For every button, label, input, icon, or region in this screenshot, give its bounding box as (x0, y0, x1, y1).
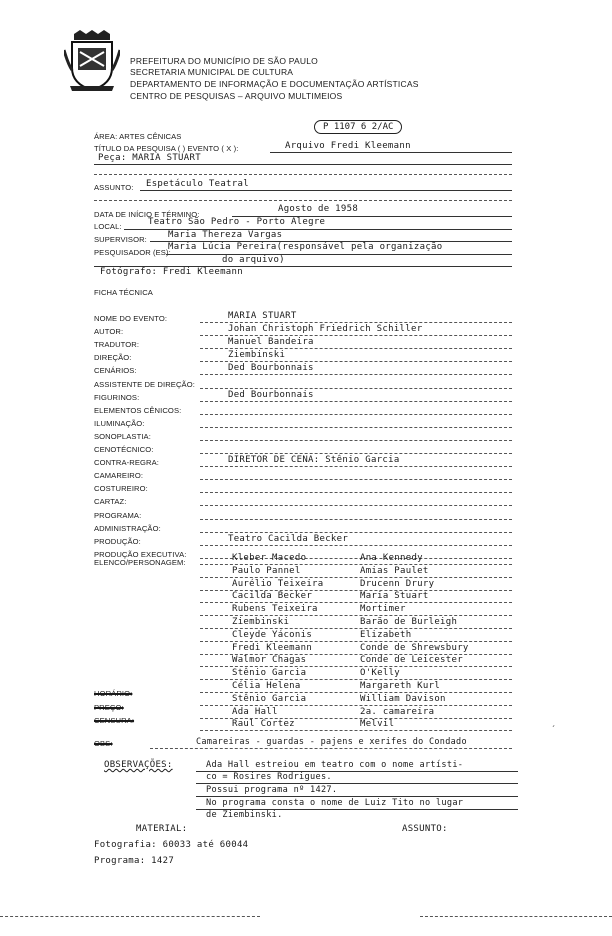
archive-code-stamp: P 1107 6 2/AC (314, 120, 402, 134)
field-line (200, 335, 512, 336)
elenco-role: 2a. camareira (360, 707, 435, 717)
data-label: DATA DE INÍCIO E TÉRMINO: (94, 210, 200, 219)
struck-label: CENSURA: (94, 716, 135, 725)
titulo-line-2 (94, 164, 512, 165)
pesquisador-label: PESQUISADOR (ES): (94, 248, 171, 257)
field-line (200, 388, 512, 389)
field-line (200, 374, 512, 375)
field-value: Ded Bourbonnais (228, 390, 314, 400)
elenco-actor: Aurélio Teixeira (232, 579, 324, 589)
data-value: Agosto de 1958 (278, 204, 359, 214)
field-label: AUTOR: (94, 327, 124, 336)
field-label: PRODUÇÃO: (94, 537, 141, 546)
observacoes-line-3: Possui programa nº 1427. (206, 785, 338, 795)
obs-continuation: Camareiras - guardas - pajens e xerifes do Condado (196, 737, 467, 747)
field-line (200, 453, 512, 454)
field-line (200, 348, 512, 349)
elenco-label: ELENCO/PERSONAGEM: (94, 558, 186, 567)
field-value: Teatro Cacilda Becker (228, 534, 349, 544)
elenco-line (200, 730, 512, 731)
elenco-role: Amias Paulet (360, 566, 429, 576)
field-label: CONTRA-REGRA: (94, 458, 160, 467)
field-label: ILUMINAÇÃO: (94, 419, 145, 428)
elenco-line (200, 628, 512, 629)
assunto-value: Espetáculo Teatral (146, 179, 249, 189)
field-label: DIREÇÃO: (94, 353, 132, 362)
area-value: ARTES CÊNICAS (119, 132, 182, 141)
elenco-line (200, 615, 512, 616)
titulo-label-text: TÍTULO DA PESQUISA ( (94, 144, 181, 153)
local-label: LOCAL: (94, 222, 122, 231)
elenco-actor: Paulo Pannel (232, 566, 301, 576)
elenco-actor: Walmor Chagas (232, 655, 307, 665)
field-label: CENÁRIOS: (94, 366, 137, 375)
titulo-line-3 (94, 174, 512, 175)
field-label: ADMINISTRAÇÃO: (94, 524, 161, 533)
elenco-role: Elizabeth (360, 630, 412, 640)
field-line (200, 440, 512, 441)
elenco-role: Mortimer (360, 604, 406, 614)
elenco-actor: Fredi Kleemann (232, 643, 313, 653)
assunto-line (140, 190, 512, 191)
elenco-actor: Cleyde Yáconis (232, 630, 313, 640)
bottom-scan-edge-2 (420, 916, 612, 917)
supervisor-label: SUPERVISOR: (94, 235, 147, 244)
elenco-line (200, 679, 512, 680)
field-label: ASSISTENTE DE DIREÇÃO: (94, 380, 195, 389)
struck-label: PREÇO: (94, 703, 124, 712)
field-line (200, 532, 512, 533)
elenco-line (200, 641, 512, 642)
field-label: PRODUÇÃO EXECUTIVA: (94, 550, 187, 559)
field-line (200, 519, 512, 520)
elenco-role: Conde de Leicester (360, 655, 463, 665)
field-line (200, 545, 512, 546)
field-line (200, 322, 512, 323)
elenco-line (200, 577, 512, 578)
elenco-role: Drucenn Drury (360, 579, 435, 589)
bottom-scan-edge (0, 916, 260, 917)
elenco-role: Conde de Shrewsbury (360, 643, 469, 653)
field-line (200, 492, 512, 493)
pesquisador-line (166, 254, 512, 255)
titulo-value: Arquivo Fredi Kleemann (285, 141, 411, 151)
elenco-line (200, 564, 512, 565)
field-line (200, 401, 512, 402)
fotografo-line: Fotógrafo: Fredi Kleemann (100, 267, 243, 277)
field-label: CENOTÉCNICO: (94, 445, 154, 454)
elenco-role: William Davison (360, 694, 446, 704)
elenco-role: Melvil (360, 719, 395, 729)
struck-label: HORÁRIO: (94, 689, 133, 698)
supervisor-value: Maria Thereza Vargas (168, 230, 283, 240)
field-line (200, 427, 512, 428)
elenco-role: Ana Kennedy (360, 553, 423, 563)
elenco-line (200, 705, 512, 706)
header-line-1: PREFEITURA DO MUNICÍPIO DE SÃO PAULO (130, 56, 318, 66)
elenco-actor: Rubens Teixeira (232, 604, 318, 614)
observacoes-line-4: No programa consta o nome de Luiz Tito no lugar (206, 798, 464, 808)
assunto-line-2 (94, 200, 512, 201)
observacoes-line-5: de Ziembinski. (206, 810, 283, 820)
observacoes-line-2: co = Rosires Rodrigues. (206, 772, 332, 782)
elenco-role: Barão de Burleigh (360, 617, 458, 627)
elenco-actor: Ada Hall (232, 707, 278, 717)
area-label (94, 132, 181, 141)
obs-rule-2 (196, 783, 518, 784)
local-value: Teatro São Pedro - Porto Alegre (148, 217, 326, 227)
field-label: ELEMENTOS CÊNICOS: (94, 406, 182, 415)
field-value: Ziembinski (228, 350, 286, 360)
field-line (200, 361, 512, 362)
header-line-4: CENTRO DE PESQUISAS – ARQUIVO MULTIMEIOS (130, 91, 343, 101)
header-line-3: DEPARTAMENTO DE INFORMAÇÃO E DOCUMENTAÇÃO ARTÍSTICAS (130, 79, 419, 89)
titulo-evento-label: ) EVENTO ( X ): (182, 144, 239, 153)
field-line (200, 479, 512, 480)
field-line (200, 414, 512, 415)
field-label: COSTUREIRO: (94, 484, 148, 493)
elenco-actor: Stênio Garcia (232, 694, 307, 704)
elenco-actor: Célia Helena (232, 681, 301, 691)
field-label: NOME DO EVENTO: (94, 314, 168, 323)
programa-number: Programa: 1427 (94, 856, 175, 866)
elenco-role: Margareth Kurl (360, 681, 441, 691)
check-mark-icon: ˊ (552, 725, 555, 735)
elenco-role: Maria Stuart (360, 591, 429, 601)
observacoes-label: OBSERVAÇÕES: (104, 760, 173, 770)
elenco-line (200, 602, 512, 603)
field-line (200, 466, 512, 467)
pesquisador-value-2: do arquivo) (222, 255, 285, 265)
elenco-actor: Raul Cortez (232, 719, 295, 729)
field-line (200, 505, 512, 506)
coat-of-arms-icon (64, 30, 120, 96)
elenco-actor: Kleber Macedo (232, 553, 307, 563)
assunto-label: ASSUNTO: (94, 183, 134, 192)
field-value: Johan Christoph Friedrich Schiller (228, 324, 423, 334)
field-value: MARIA STUART (228, 311, 297, 321)
field-label: TRADUTOR: (94, 340, 140, 349)
titulo-line (270, 152, 512, 153)
elenco-actor: Cacilda Becker (232, 591, 313, 601)
obs-line (150, 748, 512, 749)
titulo-peca: Peça: MARIA STUART (98, 153, 201, 163)
observacoes-line-1: Ada Hall estreiou em teatro com o nome artísti- (206, 760, 464, 770)
obs-rule-3 (196, 796, 518, 797)
field-label: SONOPLASTIA: (94, 432, 151, 441)
field-label: CARTAZ: (94, 497, 127, 506)
header-line-2: SECRETARIA MUNICIPAL DE CULTURA (130, 67, 294, 77)
footer-assunto-label: ASSUNTO: (402, 824, 448, 834)
elenco-actor: Ziembinski (232, 617, 290, 627)
elenco-line (200, 692, 512, 693)
area-label-text: ÁREA: (94, 132, 118, 141)
field-value: DIRETOR DE CENA: Stênio Garcia (228, 455, 400, 465)
ficha-tecnica-heading: FICHA TÉCNICA (94, 288, 153, 297)
elenco-actor: Stênio Garcia (232, 668, 307, 678)
material-label: MATERIAL: (136, 824, 188, 834)
field-value: Manuel Bandeira (228, 337, 314, 347)
field-value: Ded Bourbonnais (228, 363, 314, 373)
field-label: CAMAREIRO: (94, 471, 144, 480)
struck-label: OBS: (94, 739, 113, 748)
pesquisador-value: Maria Lúcia Pereira(responsável pela organização (168, 242, 443, 252)
elenco-line (200, 666, 512, 667)
field-label: PROGRAMA: (94, 511, 142, 520)
titulo-label (94, 144, 238, 153)
fotografia-range: Fotografia: 60033 até 60044 (94, 840, 249, 850)
elenco-role: O'Kelly (360, 668, 401, 678)
field-label: FIGURINOS: (94, 393, 140, 402)
